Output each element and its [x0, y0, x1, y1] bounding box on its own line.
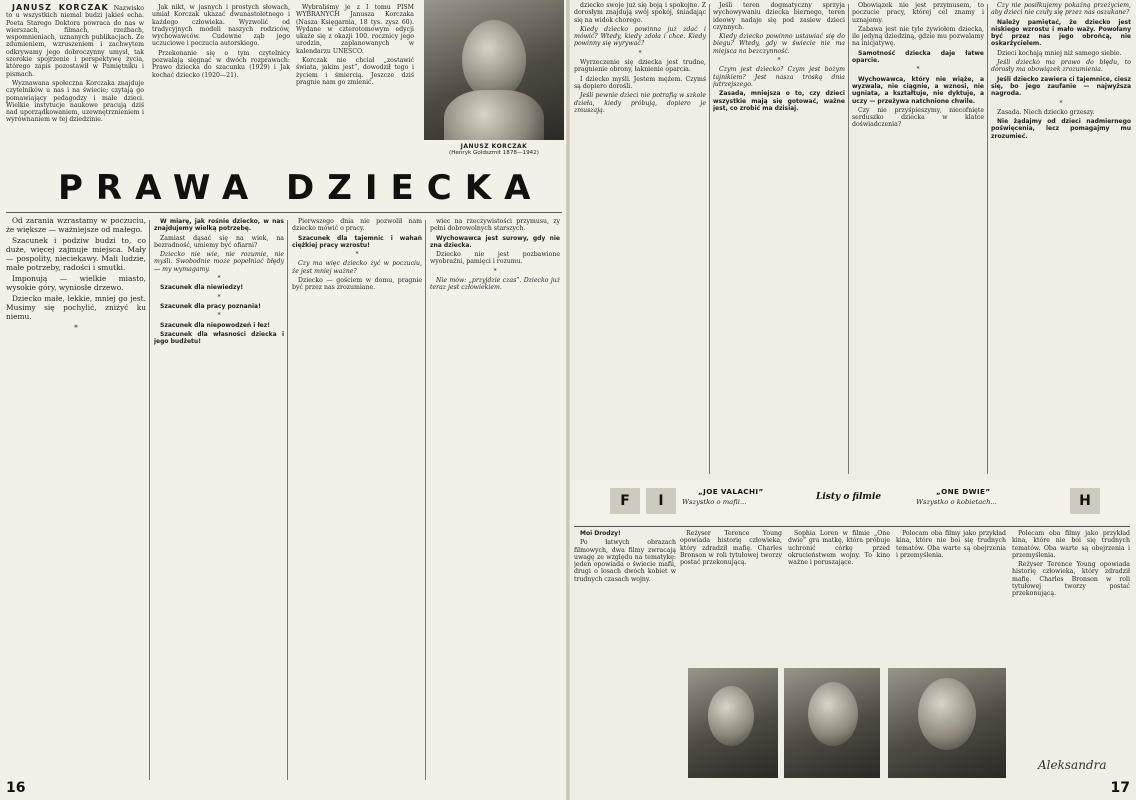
film-title-2: „ONE DWIE”	[936, 487, 991, 496]
col-b-heading: Szacunek dla pracy poznania!	[160, 302, 261, 310]
r1-paragraph: Kiedy dziecko powinna już zdać i mówić? Wtedy, kiedy zdoła i chce. Kiedy powinny się wyrywać?	[574, 25, 706, 48]
letter-text-4: Polecam oba filmy jako przykład kina, które nie boi się trudnych tematów. Oba warte są obejrzenia i przemyślenia.	[896, 530, 1006, 559]
section-star: *	[777, 57, 781, 65]
film-subtitle-1: Wszystko o mafii...	[682, 498, 747, 506]
article-column-d	[430, 218, 560, 778]
letter-column-5	[1012, 530, 1130, 750]
letter-column-1	[574, 530, 676, 780]
photo-caption-name: JANUSZ KORCZAK	[460, 143, 528, 150]
letter-column-2	[680, 530, 782, 660]
photo-caption-sub: (Henryk Goldszmit 1878—1942)	[449, 150, 539, 156]
intro-text-1: Nazwisko to u wszystkich niemal budzi jakieś echa. Poeta Starego Doktora powraca do nas w wierszach, filmach, rzeźbach, wspomnieniach, uznanych publikacjach. Ze zdumieniem, wzruszeniem i zachwytem odkrywamy jego dobroczynny umysł, tak szerokie spojrzenie i perspektywę życia, którego zapis pozostawił w Pamiętniku i pismach.	[6, 5, 144, 78]
col-a-paragraph: Szacunek i podziw budzi to, co duże, więcej zajmuje miejsca. Mały — pospolity, nieciekawy. Mali ludzie, małe potrzeby, radości i smutki.	[6, 236, 146, 272]
r3-heading: Samotność dziecka daje łatwe oparcie.	[852, 49, 984, 65]
col-c-paragraph: Dziecko — gościem w domu, pragnie być przez nas zrozumiane.	[292, 277, 422, 292]
intro-column-1	[6, 4, 144, 164]
right-column-3	[852, 2, 984, 472]
letter-text-5: Polecam oba filmy jako przykład kina, które nie boi się trudnych tematów. Oba warte są obejrzenia i przemyślenia.	[1012, 530, 1130, 559]
article-column-b	[154, 218, 284, 778]
section-star: *	[493, 267, 497, 275]
right-column-4	[991, 2, 1131, 472]
photo-caption	[424, 143, 564, 156]
film-letter-i: I	[646, 488, 676, 514]
section-star: *	[217, 293, 221, 301]
col-b-paragraph: Dziecko nie wie, nie rozumie, nie myśli. Swobodnie może popełniać błędy — my wymagamy.	[154, 251, 284, 273]
column-rule	[149, 220, 150, 780]
r4-heading: Należy pamiętać, że dziecko jest niskiego wzrostu i mało waży. Powołany być przez nas jego obrońcą, nie oskarżycielem.	[991, 18, 1131, 48]
right-column-1	[574, 2, 706, 472]
intro-column-3	[296, 4, 414, 164]
r2-paragraph: Jeśli teren dogmatyczny sprzyja wychowywaniu dziecka biernego, teren ideowy nadaje się pod zasiew dzieci czynnych.	[713, 2, 845, 31]
article-column-c	[292, 218, 422, 778]
r4-paragraph: Dzieci kochają mniej niż samego siebie.	[997, 49, 1122, 57]
r1-paragraph: Wyrzeczenie się dziecka jest trudne, pragnienie obrony, łaknienie oparcia.	[574, 59, 706, 74]
film-section-tag: Listy o filmie	[816, 492, 882, 502]
r3-paragraph: Obowiązek nie jest przymusem, to poczucie pracy, której cel znamy i uznajemy.	[852, 2, 984, 24]
col-c-heading: Szacunek dla tajemnic i wahań ciężkiej pracy wzrostu!	[292, 234, 422, 249]
headline-rule	[6, 212, 562, 213]
col-a-paragraph: Dziecko małe, lekkie, mniej go jest. Musimy się pochylić, zniżyć ku niemu.	[6, 294, 146, 321]
r2-heading: Zasada, mniejsza o to, czy dzieci wszystkie mają się gotować, ważne jest, co zrobić ma dzisiaj.	[713, 90, 845, 112]
r4-heading: Nie żądajmy od dzieci nadmiernego poświęcenia, lecz pomagajmy mu zrozumieć.	[991, 118, 1131, 140]
r3-paragraph: Czy nie przyśpieszymy, niecofnięte serduszko dziecka w klatce doświadczenia?	[852, 106, 984, 129]
col-b-heading: Szacunek dla niewiedzy!	[160, 284, 244, 292]
letter-text-6: Reżyser Terence Young opowiada historię człowieka, który zdradził mafię. Charles Bronson w roli tytułowej tworzy postać przekonującą.	[1012, 561, 1130, 598]
r2-paragraph: Kiedy dziecko powinno ustawiać się do biegu? Wtedy, gdy w świecie nie ma miejsca na bezczynność.	[713, 33, 845, 55]
col-b-paragraph: Zamiast dąsać się na wiek, na bezradność, umiemy być ofiarni?	[154, 234, 284, 249]
col-b-heading: Szacunek dla własności dziecka i jego budżetu!	[154, 330, 284, 346]
letter-text-3: Sophia Loren w filmie „One dwie” gra matkę, która próbuje uchronić córkę przed okrucieństwem wojny. To kino ważne i poruszające.	[788, 530, 890, 567]
film-still-1	[688, 668, 778, 778]
r3-heading: Wychowawca, który nie wiąże, a wyzwala, nie ciągnie, a wznosi, nie ugniata, a kształtuje, nie dyktuje, a uczy — przeżywa natchnione chwile.	[852, 75, 984, 105]
col-c-paragraph: Czy ma więc dziecko żyć w poczuciu, że jest mniej ważne?	[292, 260, 422, 275]
section-star: *	[74, 323, 78, 332]
film-still-2	[784, 668, 880, 778]
column-rule	[709, 4, 710, 474]
left-page	[0, 0, 566, 800]
column-rule	[425, 220, 426, 780]
author-signature: Aleksandra	[1038, 758, 1107, 772]
author-name: JANUSZ KORCZAK	[12, 4, 109, 12]
intro-text-2c: Wybraliśmy je z I tomu PISM WYBRANYCH Janusza Korczaka (Nasza Księgarnia, 18 tys. zysz 60). Wydane w czterotomowym edycji ukaże się z okazji 100. rocznicy jego urodzin, zaplanowanych w kalendarzu UNESCO.	[296, 4, 414, 55]
article-column-a	[6, 216, 146, 776]
film-still-3	[888, 668, 1006, 778]
film-section-rule	[574, 526, 1130, 527]
letter-column-4	[896, 530, 1006, 660]
column-rule	[848, 4, 849, 474]
intro-text-2: Jak nikt, w jasnych i prostych słowach, umiał Korczak ukazać dwunastoletnego i każdego człowieka. Wyzwolić od tradycyjnych modeli naszych rodziców, wychowawców. Cudowne ząb jego uczuciowe i poczucia autorskiego.	[152, 4, 290, 48]
film-letter-f: F	[610, 488, 640, 514]
column-rule	[287, 220, 288, 780]
col-a-paragraph: Od zarania wzrastamy w poczuciu, że większe — ważniejsze od małego.	[6, 216, 146, 234]
film-review-banner	[570, 480, 1136, 524]
section-star: *	[217, 275, 221, 283]
film-title-1: „JOE VALACHI”	[698, 487, 764, 496]
r4-paragraph: Czy nie posiłkujemy pokaźną przeżyciem, aby dzieci nie czuły się przez nas oszukane?	[991, 2, 1131, 17]
r2-paragraph: Czym jest dziecko? Czym jest bożym tajnikiem? Jest nasza troską dnia jutrzejszego.	[713, 66, 845, 88]
section-star: *	[1059, 99, 1063, 107]
korczak-portrait-photo	[424, 0, 564, 140]
letter-greeting: Moi Drodzy!	[580, 530, 621, 537]
r1-paragraph: I dziecko myśli. Jestem mężem. Czymś są dopiero dorośli.	[574, 75, 706, 90]
intro-column-2	[152, 4, 290, 164]
col-d-paragraph: wiec na rzeczywistości przymusu, zy pełni dobrowolnych starszych.	[430, 218, 560, 233]
col-b-lead: W miarę, jak rośnie dziecko, w nas znajdujemy wielką potrzebę.	[154, 218, 284, 233]
letter-column-3	[788, 530, 890, 660]
col-d-paragraph: Dziecko nie jest pozbawione wyobraźni, pamięci i rozumu.	[430, 251, 560, 266]
right-page	[570, 0, 1136, 800]
intro-text-2b: Przekonanie się o tym czytelnicy pozwalają sięgnąć w dwóch rozprawach: Prawo dziecka do szacunku (1929) i Jak kochać dziecko (1920—21).	[152, 49, 290, 79]
r4-heading: Jeśli dziecko zawiera ci tajemnice, ciesz się, bo jego zaufanie — najwyższa nagroda.	[991, 75, 1131, 98]
section-star: *	[355, 251, 359, 259]
intro-text-1b: Wyznawana społeczna Korczaka znajduje czytelników u nas i na świecie; czytają go pomawiający pedagodzy i małe dzieci. Wielkie instytucje naukowe pracują dziś nad uporządkowaniem, uzewnętrznieniem i wyrównaniem w tej dziedzinie.	[6, 79, 144, 124]
r1-paragraph: dziecko swoje już się boją i spokojne. Z dorosłym znajdują swój spokój, śniadając się na widok chorego.	[574, 2, 706, 24]
letter-text-2: Reżyser Terence Young opowiada historię człowieka, który zdradził mafię. Charles Bronson w roli tytułowej tworzy postać przekonującą.	[680, 530, 782, 567]
section-star: *	[217, 312, 221, 320]
article-headline: PRAWA DZIECKA	[58, 168, 544, 208]
section-star: *	[638, 49, 642, 57]
intro-text-3: Korczak nie chciał „zostawić świata, jakim jest”, dowodził tego i życiem i śmiercią. Jeszcze dziś pragnie nam go zmienić.	[296, 57, 414, 86]
r4-paragraph: Zasada. Niech dziecko grzeszy.	[997, 108, 1095, 116]
r3-paragraph: Zabawa jest nie tyle żywiołem dziecka, ile jedyną dziedziną, gdzie mu pozwalamy na inicjatywę.	[852, 25, 984, 48]
film-letter-h: H	[1070, 488, 1100, 514]
column-rule	[987, 4, 988, 474]
right-column-2	[713, 2, 845, 472]
r1-paragraph: Jeśli pewnie dzieci nie potrafią w szkole dzieła, kiedy próbują, dopiero je zmuszają.	[574, 92, 706, 114]
col-a-paragraph: Imponują — wielkie miasto, wysokie góry, wyniosłe drzewo.	[6, 274, 146, 292]
col-b-heading: Szacunek dla niepowodzeń i łez!	[160, 321, 270, 329]
film-subtitle-2: Wszystko o kobietach...	[916, 498, 997, 506]
page-number-left: 16	[6, 780, 26, 796]
col-d-paragraph: Nie mów: „przyjdzie czas”. Dziecko już teraz jest człowiekiem.	[430, 277, 560, 292]
section-star: *	[916, 66, 920, 74]
page-number-right: 17	[1110, 780, 1130, 796]
r4-paragraph: Jeśli dziecko ma prawo do błędu, to dorosły ma obowiązek zrozumienia.	[991, 59, 1131, 74]
letter-text-1: Po łatwych obrazach filmowych, dwa filmy zwracają uwagę ze względu na tematykę: jeden opowiada o świecie mafii, drugi o losach dwóch kobiet w trudnych czasach wojny.	[574, 539, 676, 583]
col-c-paragraph: Pierwszego dnia nie pozwolił nam dziecko mówić o pracy.	[292, 218, 422, 233]
col-d-heading: Wychowawca jest surowy, gdy nie zna dziecka.	[430, 234, 560, 249]
